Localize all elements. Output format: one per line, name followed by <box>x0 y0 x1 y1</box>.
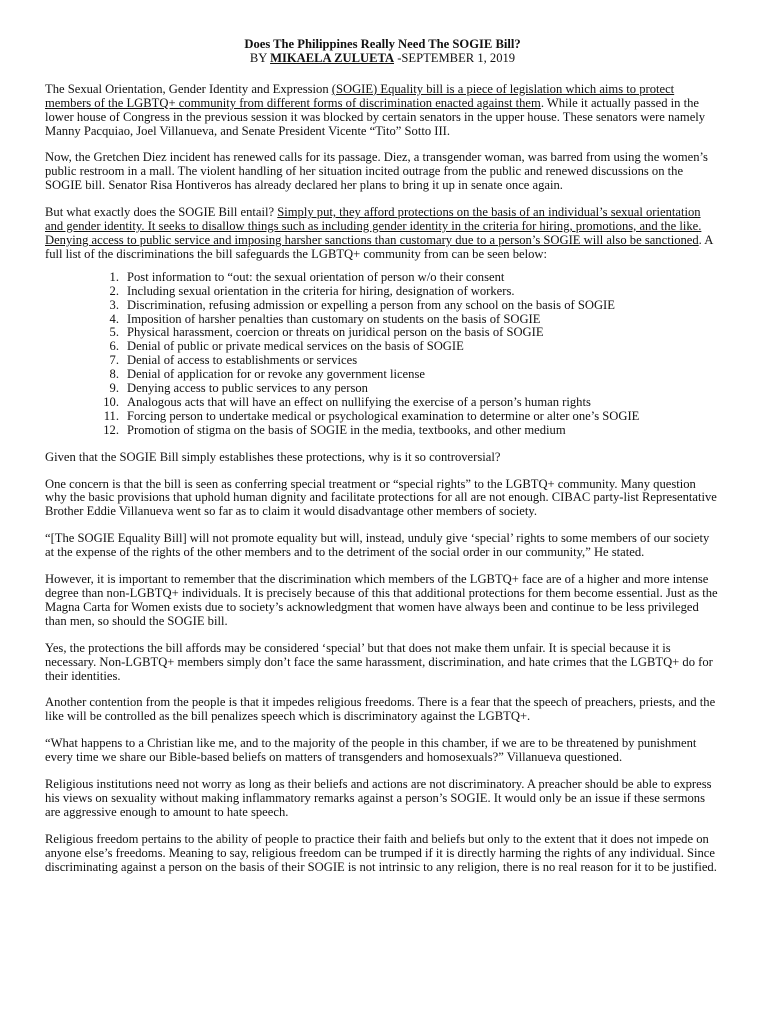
list-number: 5. <box>109 325 119 340</box>
list-item <box>45 368 720 382</box>
list-number: 6. <box>109 339 119 354</box>
author-name: MIKAELA ZULUETA <box>270 50 395 65</box>
list-text: Forcing person to undertake medical or psychological examination to determine or alter one’s SOGIE <box>127 408 640 423</box>
list-item <box>45 354 720 368</box>
list-text: Discrimination, refusing admission or expelling a person from any school on the basis of SOGIE <box>127 297 615 312</box>
list-number: 3. <box>109 297 119 312</box>
list-item <box>45 313 720 327</box>
paragraph-villanueva-quote: “[The SOGIE Equality Bill] will not promote equality but will, instead, unduly give ‘special’ rights to some members of our society at the expense of the rights of the other members and to the detriment of the social order in our community,” He stated. <box>45 531 710 560</box>
list-text: Including sexual orientation in the criteria for hiring, designation of workers. <box>127 283 515 298</box>
document-page <box>45 0 720 888</box>
list-item <box>45 285 720 299</box>
list-number: 1. <box>109 269 119 284</box>
list-item <box>45 396 720 410</box>
list-text: Imposition of harsher penalties than customary on students on the basis of SOGIE <box>127 311 541 326</box>
list-number: 8. <box>109 367 119 382</box>
list-number: 10. <box>103 394 119 409</box>
paragraph-discrimination-degree: However, it is important to remember that the discrimination which members of the LGBTQ+ face are of a higher and more intense degree than non-LGBTQ+ individuals. It is precisely because of this that additional protections for them become essential. Just as the Magna Carta for Women exists due to society’s acknowledgment that women have always been and continue to be less privileged than men, so should the SOGIE bill. <box>45 572 718 628</box>
byline <box>45 52 720 66</box>
list-item <box>45 340 720 354</box>
list-item <box>45 424 720 438</box>
byline-prefix: BY <box>249 50 271 65</box>
list-text: Denial of application for or revoke any government license <box>127 367 425 382</box>
paragraph-special-not-unfair: Yes, the protections the bill affords may be considered ‘special’ but that does not make them unfair. It is special because it is necessary. Non-LGBTQ+ members simply don’t face the same harassment, discrimination, and hate crimes that the LGBTQ+ do for their identities. <box>45 640 713 683</box>
list-number: 11. <box>103 408 119 423</box>
list-number: 4. <box>109 311 119 326</box>
underlined-text: (SOGIE) Equality bill is a piece of legislation which aims to protect members of the LGBTQ+ community from different forms of discrimination enacted against them <box>45 81 675 110</box>
text-span: . While it actually passed in the lower house of Congress in the previous session it was blocked by certain senators in the upper house. These senators were namely Manny Pacquiao, Joel Villanueva, and Senate President Vicente “Tito” Sotto III. <box>45 95 706 138</box>
publish-date: -SEPTEMBER 1, 2019 <box>394 50 516 65</box>
list-number: 7. <box>109 353 119 368</box>
paragraph-religious-freedom: Another contention from the people is that it impedes religious freedoms. There is a fear that the speech of preachers, priests, and the like will be controlled as the bill penalizes speech which is discriminatory against the LGBTQ+. <box>45 695 716 724</box>
text-span: . A full list of the discriminations the bill safeguards the LGBTQ+ community from can be seen below: <box>45 232 713 261</box>
list-number: 2. <box>109 283 119 298</box>
paragraph-christian-quote: “What happens to a Christian like me, and to the majority of the people in this chamber, if we are to be threatened by punishment every time we share our Bible-based beliefs on matters of transgenders and homosexuals?” Villanueva questioned. <box>45 736 697 765</box>
discrimination-list <box>45 271 720 438</box>
list-number: 12. <box>103 422 119 437</box>
paragraph-freedom-limits: Religious freedom pertains to the ability of people to practice their faith and beliefs but only to the extent that it does not impede on anyone else’s freedoms. Meaning to say, religious freedom can be trumped if it is directly harming the rights of any individual. Since discriminating against a person on the basis of their SOGIE is not intrinsic to any religion, there is no real reason for it to be justified. <box>45 831 717 874</box>
list-item <box>45 382 720 396</box>
list-text: Promotion of stigma on the basis of SOGIE in the media, textbooks, and other medium <box>127 422 566 437</box>
paragraph-diez-incident: Now, the Gretchen Diez incident has renewed calls for its passage. Diez, a transgender woman, was barred from using the women’s public restroom in a mall. The violent handling of her situation incited outrage from the public and renewed discussions on the SOGIE bill. Senator Risa Hontiveros has already declared her plans to bring it up in senate once again. <box>45 150 708 193</box>
list-text: Denying access to public services to any person <box>127 381 368 396</box>
list-item <box>45 326 720 340</box>
list-text: Post information to “out: the sexual orientation of person w/o their consent <box>127 269 505 284</box>
list-item <box>45 410 720 424</box>
list-item <box>45 299 720 313</box>
paragraph-controversy-question: Given that the SOGIE Bill simply establishes these protections, why is it so controversial? <box>45 449 501 464</box>
paragraph-intro <box>45 83 720 139</box>
list-item <box>45 271 720 285</box>
text-span: But what exactly does the SOGIE Bill entail? <box>45 205 278 220</box>
list-text: Denial of access to establishments or services <box>127 353 358 368</box>
list-number: 9. <box>109 381 119 396</box>
list-text: Physical harassment, coercion or threats on juridical person on the basis of SOGIE <box>127 325 544 340</box>
list-text: Denial of public or private medical services on the basis of SOGIE <box>127 339 464 354</box>
paragraph-religious-institutions: Religious institutions need not worry as long as their beliefs and actions are not discriminatory. A preacher should be able to express his views on sexuality without making inflammatory remarks against a person’s SOGIE. It would only be an issue if these sermons are aggressive enough to amount to hate speech. <box>45 777 712 819</box>
underlined-text: Simply put, they afford protections on the basis of an individual’s sexual orientation and gender identity. It seeks to disallow things such as including gender identity in the criteria for hiring, promotions, and the like. Denying access to public service and imposing harsher sanctions than customary due to a person’s SOGIE will also be sanctioned <box>45 205 702 247</box>
paragraph-bill-entail <box>45 206 720 262</box>
text-span: The Sexual Orientation, Gender Identity and Expression <box>45 81 332 96</box>
article-title: Does The Philippines Really Need The SOGIE Bill? <box>244 37 521 51</box>
paragraph-special-rights: One concern is that the bill is seen as conferring special treatment or “special rights” to the LGBTQ+ community. Many question why the basic provisions that uphold human dignity and facilitate protections for all are not enough. CIBAC party-list Representative Brother Eddie Villanueva went so far as to claim it would disadvantage other members of society. <box>45 476 717 519</box>
list-text: Analogous acts that will have an effect on nullifying the exercise of a person’s human rights <box>127 394 591 409</box>
